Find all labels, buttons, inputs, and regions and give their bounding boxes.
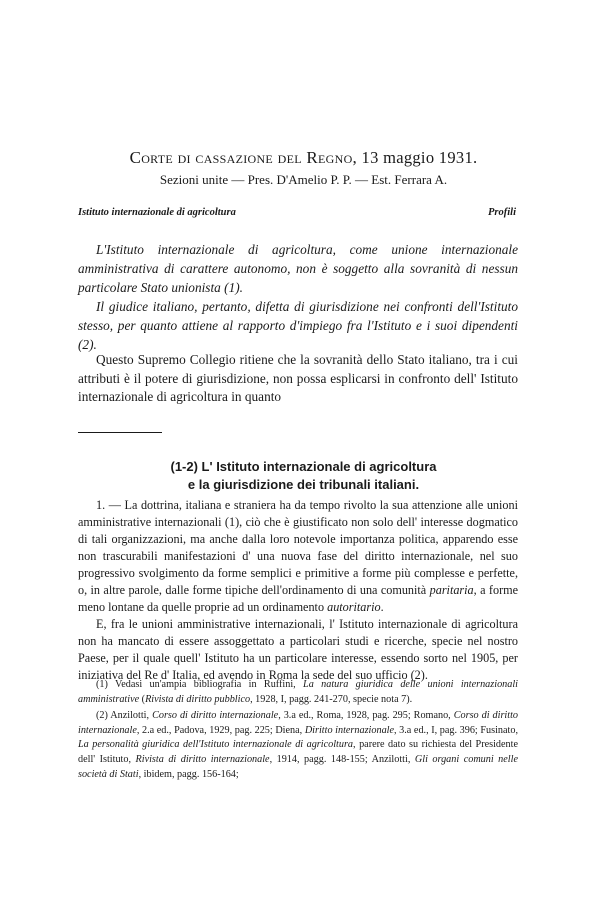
article-emphasis: autoritario: [327, 600, 381, 614]
maxim-paragraph-1: L'Istituto internazionale di agricoltura, come unione internazionale amministrativa di carattere autonomo, non è soggetto alla sovranità di nessun particolare Stato unionista (1).: [78, 242, 518, 295]
section-heading-line-2: e la giurisdizione dei tribunali italiani.: [187, 477, 420, 492]
footnote-text: , 2.a ed., Padova, 1929, pag. 225; Diena,: [136, 724, 303, 736]
bench-composition: Sezioni unite — Pres. D'Amelio P. P. — Est. Ferrara A.: [159, 172, 448, 187]
footnote-2: [78, 709, 518, 782]
section-heading: [0, 458, 607, 494]
footnotes: [78, 678, 518, 784]
running-head: [78, 207, 516, 218]
footnote-text: (1) Vedasi un'ampia bibliografia in Ruffini,: [96, 679, 296, 690]
footnote-text: , 1928, I, pagg. 241-270, specie nota 7).: [250, 693, 413, 705]
footnote-title: La personalità giuridica dell'Istituto internazionale di agricoltura: [78, 739, 354, 751]
footnote-text: , 1914, pagg. 148-155; Anzilotti,: [269, 753, 411, 765]
court-name: Corte di cassazione del Regno,: [129, 148, 358, 167]
court-title: [0, 148, 607, 168]
article-paragraph-1: [78, 497, 518, 616]
court-date: 13 maggio 1931.: [361, 148, 478, 167]
article-text: 1. — La dottrina, italiana e straniera ha da tempo rivolto la sua attenzione alle unioni amministrative internazionali (1), ciò che è giustificato non solo dell' interesse dogmatico di tali organizzazioni, ma anche dalla loro notevole importanza politica, apparendo esse non trascurabili manifestazioni d' una nuova fase del diritto internazionale, nel suo progressivo svolgimento da forme semplici e primitive a forme più complesse e perfette, o, in altre parole, dalle forme tipiche dell'ordinamento di una comunità: [78, 498, 518, 597]
maxim-paragraph-2: Il giudice italiano, pertanto, difetta di giurisdizione nei confronti dell'Istituto stesso, per quanto attiene al rapporto d'impiego fra l'Istituto e i suoi dipendenti (2).: [78, 299, 518, 352]
section-heading-line-1: (1-2) L' Istituto internazionale di agricoltura: [170, 459, 437, 474]
footnote-divider: [78, 432, 162, 433]
footnote-title: Corso di diritto internazionale: [152, 710, 279, 722]
footnote-text: (2) Anzilotti,: [96, 710, 150, 722]
footnote-text: , parere dato su richiesta del Presidente dell' Istituto,: [78, 739, 518, 765]
running-head-right: Profili: [488, 207, 516, 218]
running-head-left: Istituto internazionale di agricoltura: [78, 207, 236, 218]
footnote-title: Rivista di diritto internazionale: [135, 753, 270, 765]
footnote-title: Diritto internazionale: [304, 724, 395, 736]
article-text: , a forme meno lontane da quelle proprie ad un ordinamento: [78, 583, 519, 614]
footnote-text: , 3.a ed., Roma, 1928, pag. 295; Romano,: [278, 710, 451, 722]
footnote-title: Corso di diritto internazionale: [78, 710, 518, 736]
article-body: [78, 497, 518, 684]
footnote-1: [78, 678, 518, 707]
footnote-text: , 3.a ed., I, pag. 396; Fusinato,: [394, 724, 519, 736]
footnote-title: La natura giuridica delle unioni internazionali amministrative: [78, 679, 519, 705]
article-emphasis: paritaria: [429, 583, 474, 597]
legal-maxim: [78, 240, 518, 354]
article-text: .: [380, 600, 384, 614]
footnote-text: (: [141, 693, 146, 705]
opening-paragraph: Questo Supremo Collegio ritiene che la sovranità dello Stato italiano, tra i cui attributi è il potere di giurisdizione, non possa esplicarsi in confronto dell' Istituto internazionale di agricoltura in quanto: [78, 352, 518, 404]
footnote-title: Rivista di diritto pubblico: [145, 693, 251, 705]
footnote-title: Gli organi comuni nelle società di Stati: [78, 753, 518, 780]
article-paragraph-2: E, fra le unioni amministrative internazionali, l' Istituto internazionale di agricoltura non ha mancato di essere assoggettato a particolari studi e ricerche, specie nel nostro Paese, per il quale quell' Istituto ha un particolare interesse, essendo sorto nel 1905, per iniziativa del Re d' Italia, ed avendo in Roma la sede del suo ufficio (2).: [78, 617, 518, 682]
footnote-text: , ibidem, pagg. 156-164;: [138, 768, 239, 780]
